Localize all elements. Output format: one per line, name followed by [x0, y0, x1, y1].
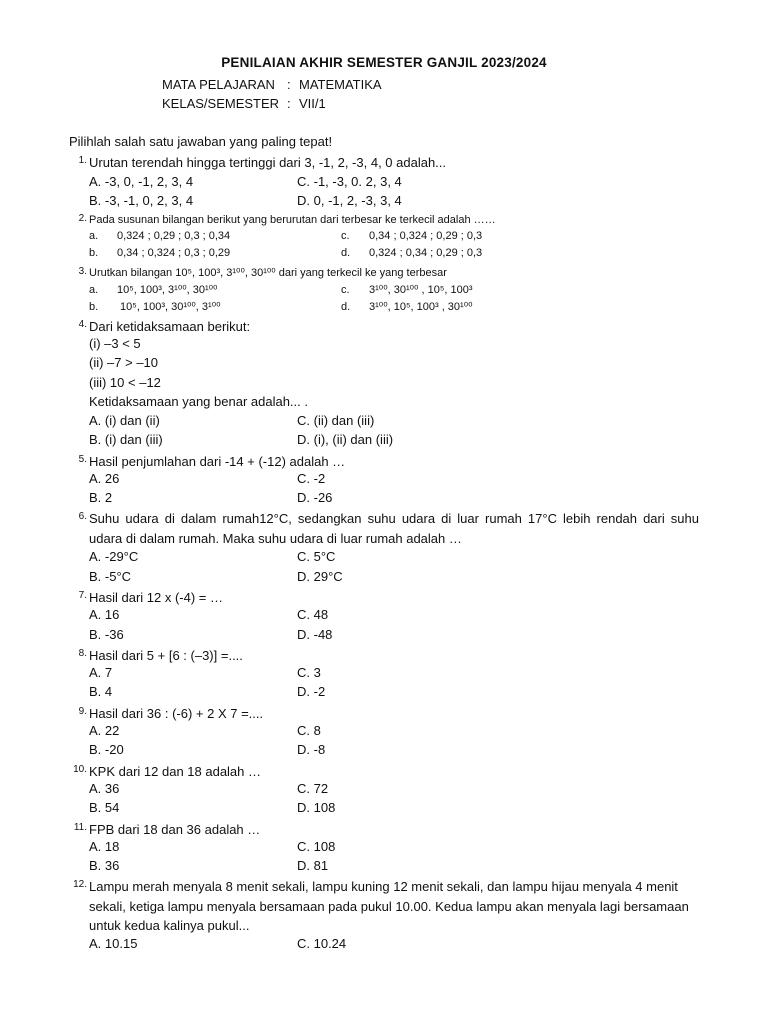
- option-b[interactable]: B. -20: [89, 742, 124, 757]
- option-d[interactable]: D. 108: [297, 800, 336, 815]
- option-b[interactable]: B. (i) dan (iii): [89, 432, 163, 447]
- option-b[interactable]: [89, 300, 221, 313]
- question-number: 7.: [78, 590, 87, 601]
- option-a[interactable]: A. 26: [89, 471, 120, 486]
- statement-line: (iii) 10 < –12: [89, 375, 161, 390]
- question-number: 6.: [78, 511, 87, 522]
- question-stem: Urutkan bilangan 10⁵, 100³, 3¹⁰⁰, 30¹⁰⁰ dari yang terkecil ke yang terbesar: [89, 267, 447, 279]
- option-d[interactable]: D. -2: [297, 684, 326, 699]
- question-stem: Dari ketidaksamaan berikut:: [89, 319, 251, 334]
- option-d[interactable]: D. -8: [297, 742, 326, 757]
- option-c[interactable]: C. 10.24: [297, 936, 347, 951]
- question-stem: FPB dari 18 dan 36 adalah …: [89, 822, 261, 837]
- option-c[interactable]: C. 3: [297, 665, 321, 680]
- option-c[interactable]: C. -2: [297, 471, 326, 486]
- option-a[interactable]: [89, 230, 230, 242]
- option-d[interactable]: D. -48: [297, 627, 333, 642]
- option-text: 10⁵, 100³, 3¹⁰⁰, 30¹⁰⁰: [117, 284, 218, 296]
- option-c[interactable]: C. 5°C: [297, 549, 336, 564]
- option-d[interactable]: D. 29°C: [297, 569, 343, 584]
- class-label: KELAS/SEMESTER: [162, 96, 280, 111]
- question-number: 4.: [78, 319, 87, 330]
- option-text: 3¹⁰⁰, 30¹⁰⁰ , 10⁵, 100³: [369, 284, 473, 296]
- option-a[interactable]: A. 10.15: [89, 936, 138, 951]
- option-b[interactable]: B. 4: [89, 684, 113, 699]
- question-stem: Hasil dari 12 x (-4) = …: [89, 590, 224, 605]
- class-value: VII/1: [299, 96, 326, 111]
- option-c[interactable]: [341, 230, 482, 242]
- option-a[interactable]: A. 16: [89, 607, 120, 622]
- option-text: 0,34 ; 0,324 ; 0,3 ; 0,29: [117, 247, 231, 259]
- question-number: 3.: [78, 266, 87, 277]
- statement-line: Ketidaksamaan yang benar adalah... .: [89, 394, 308, 409]
- question-number: 10.: [73, 764, 87, 775]
- option-a[interactable]: A. (i) dan (ii): [89, 413, 160, 428]
- class-separator: :: [287, 96, 291, 111]
- option-c[interactable]: C. -1, -3, 0. 2, 3, 4: [297, 174, 402, 189]
- option-text: 0,324 ; 0,29 ; 0,3 ; 0,34: [117, 230, 231, 242]
- question-stem: Pada susunan bilangan berikut yang berurutan dari terbesar ke terkecil adalah ……: [89, 214, 496, 226]
- option-letter: a.: [89, 284, 99, 296]
- statement-line: (ii) –7 > –10: [89, 355, 159, 370]
- option-b[interactable]: B. -3, -1, 0, 2, 3, 4: [89, 193, 194, 208]
- option-letter: b.: [89, 301, 99, 313]
- statement-line: (i) –3 < 5: [89, 336, 141, 351]
- question-stem: Urutan terendah hingga tertinggi dari 3, -1, 2, -3, 4, 0 adalah...: [89, 155, 447, 170]
- option-a[interactable]: A. 18: [89, 839, 120, 854]
- option-a[interactable]: [89, 283, 217, 296]
- option-d[interactable]: D. (i), (ii) dan (iii): [297, 432, 394, 447]
- instruction-text: Pilihlah salah satu jawaban yang paling tepat!: [69, 134, 333, 149]
- option-letter: a.: [89, 230, 99, 242]
- question-number: 1.: [78, 155, 87, 166]
- subject-value: MATEMATIKA: [299, 77, 382, 92]
- option-letter: b.: [89, 247, 99, 259]
- exam-title: PENILAIAN AKHIR SEMESTER GANJIL 2023/2024: [221, 55, 547, 70]
- subject-separator: :: [287, 77, 291, 92]
- question-stem: Suhu udara di dalam rumah12°C, sedangkan suhu udara di luar rumah 17°C lebih rendah dari suhu udara di dalam rumah. Maka suhu udara di luar rumah adalah …: [89, 511, 699, 546]
- question-stem: Hasil penjumlahan dari -14 + (-12) adalah …: [89, 454, 346, 469]
- option-d[interactable]: [341, 300, 473, 313]
- option-letter: d.: [341, 247, 351, 259]
- option-b[interactable]: B. 36: [89, 858, 120, 873]
- option-d[interactable]: [341, 247, 482, 259]
- option-a[interactable]: A. 22: [89, 723, 120, 738]
- question-number: 11.: [73, 822, 87, 833]
- option-b[interactable]: B. -5°C: [89, 569, 132, 584]
- option-a[interactable]: A. 36: [89, 781, 120, 796]
- option-text: 10⁵, 100³, 30¹⁰⁰, 3¹⁰⁰: [117, 301, 221, 313]
- option-b[interactable]: B. 2: [89, 490, 113, 505]
- option-c[interactable]: C. 8: [297, 723, 321, 738]
- option-b[interactable]: [89, 247, 230, 259]
- question-stem: Hasil dari 36 : (-6) + 2 X 7 =....: [89, 706, 264, 721]
- option-c[interactable]: C. 72: [297, 781, 329, 796]
- question-number: 8.: [78, 648, 87, 659]
- question-number: 9.: [78, 706, 87, 717]
- option-c[interactable]: C. 108: [297, 839, 336, 854]
- question-stem: Hasil dari 5 + [6 : (–3)] =....: [89, 648, 243, 663]
- option-letter: d.: [341, 301, 351, 313]
- option-a[interactable]: A. 7: [89, 665, 113, 680]
- option-letter: c.: [341, 230, 350, 242]
- option-d[interactable]: D. -26: [297, 490, 333, 505]
- subject-row: [162, 77, 382, 92]
- subject-label: MATA PELAJARAN: [162, 77, 275, 92]
- option-c[interactable]: C. 48: [297, 607, 329, 622]
- option-text: 0,324 ; 0,34 ; 0,29 ; 0,3: [369, 247, 483, 259]
- option-d[interactable]: D. 0, -1, 2, -3, 3, 4: [297, 193, 402, 208]
- option-b[interactable]: B. -36: [89, 627, 124, 642]
- option-letter: c.: [341, 284, 350, 296]
- option-text: 3¹⁰⁰, 10⁵, 100³ , 30¹⁰⁰: [369, 301, 473, 313]
- option-text: 0,34 ; 0,324 ; 0,29 ; 0,3: [369, 230, 483, 242]
- option-c[interactable]: [341, 283, 473, 296]
- question-number: 2.: [78, 213, 87, 224]
- option-a[interactable]: A. -3, 0, -1, 2, 3, 4: [89, 174, 194, 189]
- question-number: 5.: [78, 454, 87, 465]
- option-b[interactable]: B. 54: [89, 800, 120, 815]
- option-c[interactable]: C. (ii) dan (iii): [297, 413, 375, 428]
- question-stem: KPK dari 12 dan 18 adalah …: [89, 764, 262, 779]
- option-a[interactable]: A. -29°C: [89, 549, 139, 564]
- option-d[interactable]: D. 81: [297, 858, 329, 873]
- class-row: [162, 96, 326, 111]
- question-number: 12.: [73, 879, 87, 890]
- question-stem: Lampu merah menyala 8 menit sekali, lampu kuning 12 menit sekali, dan lampu hijau menyala 4 menit sekali, ketiga lampu menyala bersamaan pada pukul 10.00. Kedua lampu akan menyala lagi bersamaan untuk kedua kalinya pukul...: [89, 879, 689, 933]
